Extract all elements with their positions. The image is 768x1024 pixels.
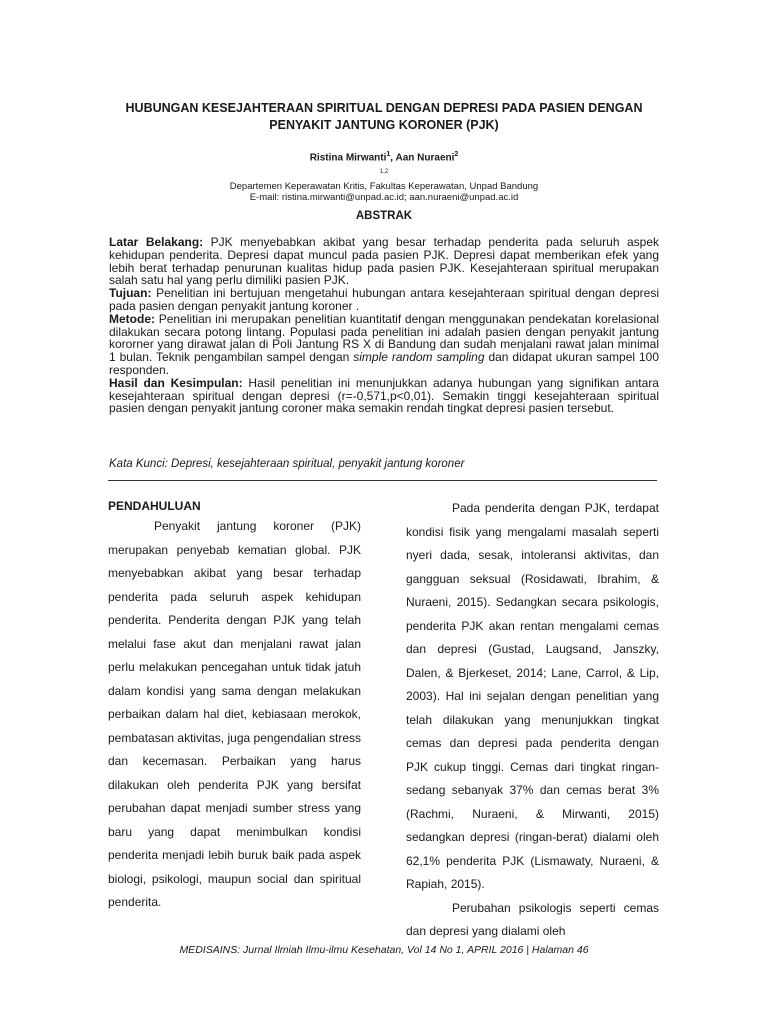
affiliation-mark: 1,2 (379, 169, 389, 175)
affiliation-email: E-mail: ristina.mirwanti@unpad.ac.id; aan.nuraeni@unpad.ac.id (249, 192, 519, 204)
affiliation-department (100, 167, 668, 192)
abstract-result (109, 377, 659, 415)
section-heading-pendahuluan: PENDAHULUAN (108, 499, 201, 513)
author-1-affiliation-mark: 1 (386, 151, 391, 158)
journal-footer: MEDISAINS: Jurnal Ilmiah Ilmu-ilmu Kesehatan, Vol 14 No 1, APRIL 2016 | Halaman 46 (179, 944, 589, 956)
abstract-background-label: Latar Belakang: (109, 235, 204, 249)
affiliation-department-text: Departemen Keperawatan Kritis, Fakultas Keperawatan, Unpad Bandung (229, 180, 539, 192)
abstract-heading: ABSTRAK (355, 210, 413, 222)
abstract-method (109, 313, 659, 377)
section-divider (108, 480, 657, 481)
author-1: Ristina Mirwanti (309, 152, 387, 164)
abstract-aim-text: Penelitian ini bertujuan mengetahui hubungan antara kesejahteraan spiritual dengan depresi pada pasien dengan penyakit jantung koroner . (109, 286, 659, 313)
body-column-left (108, 497, 361, 915)
body-column-right (406, 497, 659, 944)
paper-title-line-1: HUBUNGAN KESEJAHTERAAN SPIRITUAL DENGAN DEPRESI PADA PASIEN DENGAN (125, 101, 643, 115)
abstract-method-tail: dan didapat ukuran sampel 100 responden. (109, 350, 659, 377)
paper-title-line-2: PENYAKIT JANTUNG KORONER (PJK) (269, 118, 499, 132)
author-list (100, 148, 668, 165)
abstract-result-text: Hasil penelitian ini menunjukkan adanya hubungan yang signifikan antara kesejahteraan spiritual dengan depresi (r=-0,571,p<0,01). Semakin tinggi kesejahteraan spiritual pasien dengan penyakit jantung coroner maka semakin rendah tingkat depresi pasien tersebut. (109, 375, 659, 416)
abstract-background (109, 236, 659, 287)
keywords: Kata Kunci: Depresi, kesejahteraan spiritual, penyakit jantung koroner (109, 458, 465, 470)
abstract-aim (109, 287, 659, 313)
body-paragraph-right-1: Pada penderita dengan PJK, terdapat kondisi fisik yang mengalami masalah seperti nyeri dada, sesak, intoleransi aktivitas, dan gangguan seksual (Rosidawati, Ibrahim, & Nuraeni, 2015). Sedangkan secara psikologis, penderita PJK akan rentan mengalami cemas dan depresi (Gustad, Laugsand, Janszky, Dalen, & Bjerkeset, 2014; Lane, Carrol, & Lip, 2003). Hal ini sejalan dengan penelitian yang telah dilakukan yang menunjukkan tingkat cemas dan depresi pada penderita dengan PJK cukup tinggi. Cemas dari tingkat ringan-sedang sebanyak 37% dan cemas berat 3% (Rachmi, Nuraeni, & Mirwanti, 2015) sedangkan depresi (ringan-berat) dialami oleh 62,1% penderita PJK (Lismawaty, Nuraeni, & Rapiah, 2015). (406, 501, 659, 891)
abstract-aim-label: Tujuan: (109, 286, 152, 301)
abstract-result-label: Hasil dan Kesimpulan: (109, 375, 243, 390)
abstract-background-text: PJK menyebabkan akibat yang besar terhadap penderita pada seluruh aspek kehidupan penderita. Depresi dapat muncul pada pasien PJK. Depresi dapat memberikan efek yang lebih berat terhadap penurunan kualitas hidup pada pasien PJK. Kesejahteraan spiritual merupakan salah satu hal yang perlu dimiliki pasien PJK. (109, 235, 660, 288)
paper-title (100, 100, 668, 134)
author-2: Aan Nuraeni (395, 152, 455, 164)
author-2-affiliation-mark: 2 (454, 151, 459, 158)
abstract-body (109, 236, 659, 415)
abstract-method-label: Metode: (109, 311, 155, 326)
abstract-method-italic: simple random sampling (353, 350, 485, 365)
author-separator: , (390, 152, 396, 164)
body-paragraph-right-2: Perubahan psikologis seperti cemas dan depresi yang dialami oleh (406, 900, 659, 938)
abstract-method-text: Penelitian ini merupakan penelitian kuantitatif dengan menggunakan pendekatan korelasional dilakukan secara potong lintang. Populasi pada penelitian ini adalah pasien dengan penyakit jantung kororner yang dirawat jalan di Poli Jantung RS X di Bandung dan sudah menjalani rawat jalan minimal 1 bulan. Teknik pengambilan sampel dengan (109, 311, 659, 365)
body-paragraph-left: Penyakit jantung koroner (PJK) merupakan penyebab kematian global. PJK menyebabkan akibat yang besar terhadap penderita pada seluruh aspek kehidupan penderita. Penderita dengan PJK yang telah melalui fase akut dan menjalani rawat jalan perlu melakukan pencegahan untuk tidak jatuh dalam kondisi yang sama dengan melakukan perbaikan dalam hal diet, kebiasaan merokok, pembatasan aktivitas, juga pengendalian stress dan kecemasan. Perbaikan yang harus dilakukan oleh penderita PJK yang bersifat perubahan dapat menjadi sumber stress yang baru yang dapat menimbulkan kondisi penderita menjadi lebih buruk baik pada aspek biologi, psikologi, maupun social dan spiritual penderita. (108, 519, 361, 909)
affiliation (100, 167, 668, 204)
